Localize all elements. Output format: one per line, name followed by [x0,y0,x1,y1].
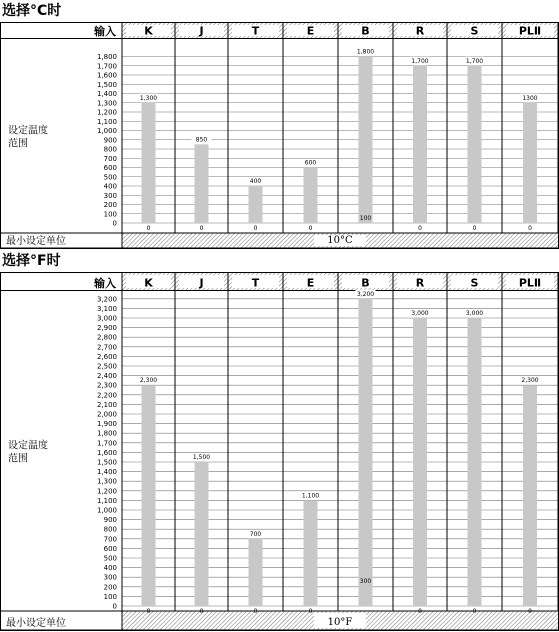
range-bar [359,57,373,224]
range-label: 设定温度 [8,125,48,137]
y-tick-label: 1,100 [96,496,117,505]
range-bar [468,318,482,606]
min-value-label: 0 [146,225,151,232]
category-label: T [251,276,260,290]
y-tick-label: 1,000 [96,127,117,135]
section-title: 选择°F时 [2,253,61,269]
y-tick-label: 1,100 [96,117,117,126]
y-tick-label: 2,900 [96,324,117,333]
min-value-label: 0 [308,225,313,232]
section-title: 选择°C时 [2,3,62,19]
footer-value: 10°F [327,617,353,628]
y-tick-label: 2,200 [96,391,117,400]
y-tick-label: 700 [103,154,117,163]
y-tick-label: 500 [103,554,117,563]
range-bar [359,299,373,606]
category-label: R [415,24,425,38]
footer-label: 最小设定单位 [6,236,66,247]
range-bar [142,385,156,606]
min-value-label: 0 [472,225,477,232]
min-value-label: 300 [359,578,372,586]
range-bar [523,385,537,606]
category-label: E [306,276,315,290]
max-value-label: 2,300 [139,377,158,385]
range-bar [413,66,427,223]
category-label: J [199,276,204,290]
y-tick-label: 300 [103,573,117,582]
range-bar [468,66,482,223]
max-value-label: 2,300 [521,377,539,385]
max-value-label: 1,800 [356,48,375,56]
y-tick-label: 1,800 [96,429,117,438]
y-tick-label: 1,900 [96,420,117,429]
y-tick-label: 300 [103,191,117,200]
y-tick-label: 2,600 [96,352,117,361]
max-value-label: 1,100 [301,492,320,500]
y-tick-label: 1,200 [96,487,117,496]
max-value-label: 600 [304,159,317,167]
y-tick-label: 1,500 [96,80,117,89]
y-tick-label: 2,100 [96,400,117,409]
y-tick-label: 800 [103,145,117,154]
header-label: 输入 [94,25,116,38]
max-value-label: 850 [195,136,208,144]
category-label: K [144,24,153,38]
min-value-label: 0 [199,225,204,232]
range-bar [523,103,537,223]
range-bar [142,103,156,223]
y-tick-label: 1,700 [96,62,117,71]
y-tick-label: 3,000 [96,314,117,323]
max-value-label: 1,300 [139,94,158,102]
fahrenheit-range-chart [0,272,559,632]
category-label: R [415,276,425,290]
category-label: S [470,276,479,290]
range-bar [249,186,263,223]
y-tick-label: 1,300 [96,99,117,108]
y-tick-label: 1,700 [96,439,117,448]
celsius-section [0,0,559,250]
y-tick-label: 800 [103,525,117,534]
y-tick-label: 1,300 [96,477,117,486]
y-tick-label: 1,200 [96,108,117,117]
y-tick-label: 0 [112,219,117,228]
footer-value: 10°C [327,235,353,246]
y-tick-label: 1,600 [96,448,117,457]
y-tick-label: 900 [103,516,117,525]
max-value-label: 400 [249,178,262,185]
y-tick-label: 100 [103,592,117,601]
max-value-label: 1300 [522,94,538,102]
range-label: 范围 [8,138,28,150]
y-tick-label: 700 [103,535,117,544]
y-tick-label: 900 [103,136,117,145]
header-label: 输入 [94,277,116,290]
y-tick-label: 2,400 [96,372,117,381]
y-tick-label: 2,700 [96,343,117,352]
y-tick-label: 200 [103,201,117,209]
range-label: 范围 [8,453,28,465]
max-value-label: 3,200 [356,290,375,298]
category-label: S [470,24,479,38]
category-label: E [306,24,315,38]
max-value-label: 3,000 [411,310,429,317]
y-tick-label: 2,300 [96,381,117,390]
min-value-label: 100 [359,214,372,222]
y-tick-label: 1,600 [96,71,117,80]
y-tick-label: 600 [103,164,117,172]
y-tick-label: 200 [103,583,117,592]
celsius-range-chart [0,22,559,250]
y-tick-label: 3,200 [96,295,117,304]
y-tick-label: 1,500 [96,458,117,467]
range-bar [304,500,318,606]
y-tick-label: 500 [103,173,117,182]
range-bar [249,539,263,606]
category-label: PLⅡ [518,276,542,290]
fahrenheit-section [0,250,559,632]
min-value-label: 0 [253,225,258,232]
y-tick-label: 2,800 [96,333,117,342]
max-value-label: 3,000 [465,310,484,317]
y-tick-label: 2,000 [96,410,117,419]
y-tick-label: 2,500 [96,362,117,371]
range-bar [413,318,427,606]
y-tick-label: 1,400 [96,90,117,98]
category-label: B [361,276,370,290]
max-value-label: 700 [249,530,262,538]
max-value-label: 1,700 [465,57,484,65]
y-tick-label: 1,400 [96,468,117,477]
y-tick-label: 3,100 [96,304,117,313]
y-tick-label: 100 [103,210,117,219]
category-label: B [361,24,370,38]
max-value-label: 1,500 [192,454,211,461]
max-value-label: 1,700 [411,57,429,65]
range-label: 设定温度 [8,440,48,452]
y-tick-label: 600 [103,544,117,553]
range-bar [304,168,318,224]
y-tick-label: 1,800 [96,53,117,61]
footer-label: 最小设定单位 [6,618,66,629]
min-value-label: 0 [528,225,532,232]
y-tick-label: 400 [103,564,117,573]
category-label: PLⅡ [518,24,542,38]
range-bar [195,462,209,606]
y-tick-label: 1,000 [96,506,117,515]
category-label: K [144,276,153,290]
y-tick-label: 400 [103,182,117,191]
y-tick-label: 0 [112,602,117,611]
category-label: J [199,24,204,38]
min-value-label: 0 [418,225,422,232]
category-label: T [251,24,260,38]
range-bar [195,144,209,223]
